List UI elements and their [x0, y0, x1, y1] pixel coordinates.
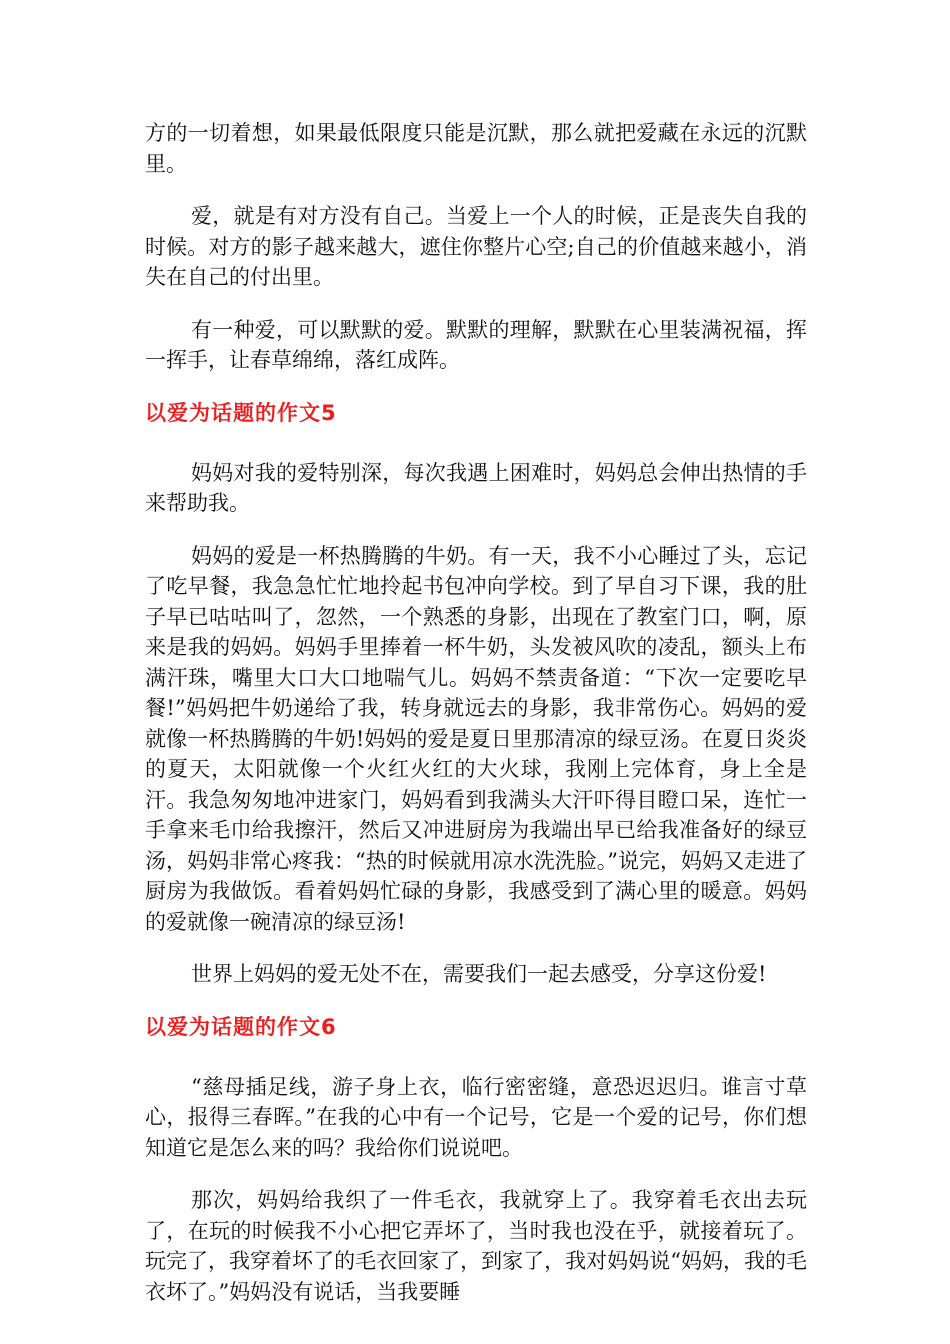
paragraph-love-selfless: 爱，就是有对方没有自己。当爱上一个人的时候，正是丧失自我的时候。对方的影子越来越大，遮住你整片心空;自己的价值越来越小，消失在自己的付出里。: [145, 204, 807, 289]
essay-6-paragraph-1: “慈母插足线，游子身上衣，临行密密缝，意恐迟迟归。谁言寸草心，报得三春晖。”在我的心中有一个记号，它是一个爱的记号，你们想知道它是怎么来的吗？我给你们说说吧。: [145, 1074, 807, 1160]
essay-5-title: 以爱为话题的作文5: [145, 400, 337, 425]
paragraph-continuation: 方的一切着想，如果最低限度只能是沉默，那么就把爱藏在永远的沉默里。: [145, 121, 807, 176]
essay-6-title: 以爱为话题的作文6: [145, 1014, 337, 1039]
essay-5-paragraph-2: 妈妈的爱是一杯热腾腾的牛奶。有一天，我不小心睡过了头，忘记了吃早餐，我急急忙忙地拎起书包冲向学校。到了早自习下课，我的肚子早已咕咕叫了，忽然，一个熟悉的身影，出现在了教室门口，啊，原来是我的妈妈。妈妈手里捧着一杯牛奶，头发被风吹的凌乱，额头上布满汗珠，嘴里大口大口地喘气儿。妈妈不禁责备道：“下次一定要吃早餐!”妈妈把牛奶递给了我，转身就远去的身影，我非常伤心。妈妈的爱就像一杯热腾腾的牛奶!妈妈的爱是夏日里那清凉的绿豆汤。在夏日炎炎的夏天，太阳就像一个火红火红的大火球，我刚上完体育，身上全是汗。我急匆匆地冲进家门，妈妈看到我满头大汗吓得目瞪口呆，连忙一手拿来毛巾给我擦汗，然后又冲进厨房为我端出早已给我准备好的绿豆汤，妈妈非常心疼我：“热的时候就用凉水洗洗脸。”说完，妈妈又走进了厨房为我做饭。看着妈妈忙碌的身影，我感受到了满心里的暖意。妈妈的爱就像一碗清凉的绿豆汤!: [145, 543, 807, 934]
paragraph-silent-love: 有一种爱，可以默默的爱。默默的理解，默默在心里装满祝福，挥一挥手，让春草绵绵，落红成阵。: [145, 317, 807, 372]
essay-5-paragraph-3: 世界上妈妈的爱无处不在，需要我们一起去感受，分享这份爱!: [191, 962, 767, 986]
essay-6-paragraph-2: 那次，妈妈给我织了一件毛衣，我就穿上了。我穿着毛衣出去玩了，在玩的时候我不小心把它弄坏了，当时我也没在乎，就接着玩了。玩完了，我穿着坏了的毛衣回家了，到家了，我对妈妈说“妈妈，我的毛衣坏了。”妈妈没有说话，当我要睡: [145, 1188, 807, 1304]
essay-5-paragraph-1: 妈妈对我的爱特别深，每次我遇上困难时，妈妈总会伸出热情的手来帮助我。: [145, 460, 807, 515]
document-page: [145, 118, 807, 1329]
